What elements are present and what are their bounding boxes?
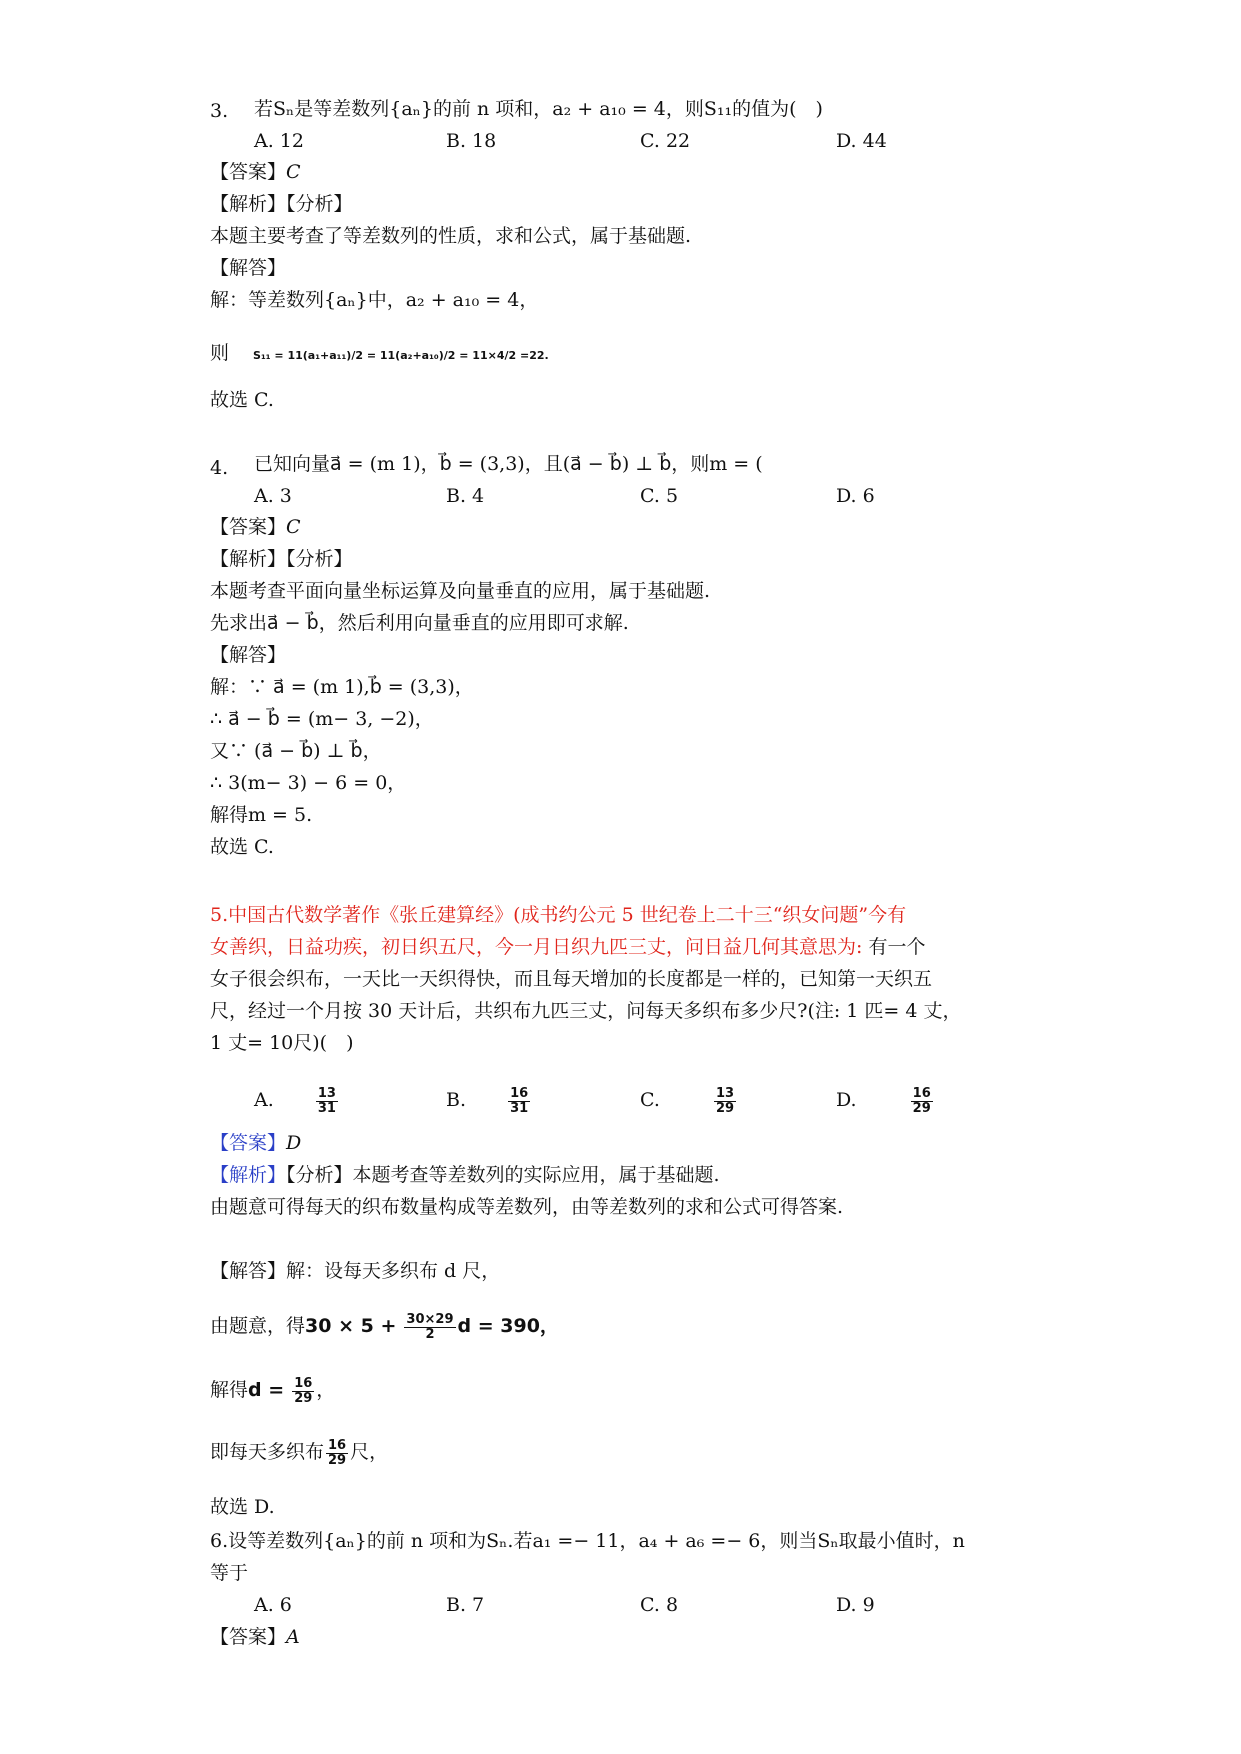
q3-solution-line-3: 故选 C. [210,389,274,411]
q4-solution-line-1: 解：∵ a⃗ = (m 1),b⃗ = (3,3)， [210,676,474,698]
q3-analysis: 本题主要考查了等差数列的性质，求和公式，属于基础题. [210,225,692,247]
q4-solution-label: 【解答】 [210,644,287,666]
q6-answer: 【答案】A [210,1626,300,1648]
q5-stem-line-5: 1 丈= 10尺)( ) [210,1032,354,1054]
q4-option-d: D. 6 [836,485,875,507]
q4-analysis-line-1: 本题考查平面向量坐标运算及向量垂直的应用，属于基础题. [210,580,711,602]
q6-stem-line-2: 等于 [210,1562,249,1584]
q3-option-d: D. 44 [836,130,887,152]
q4-solution-line-5: 解得m = 5. [210,804,313,826]
q3-answer: 【答案】C [210,161,301,183]
q6-stem-line-1: 6.设等差数列{aₙ}的前 n 项和为Sₙ.若a₁ =− 11，a₄ + a₆ =− 6，则当Sₙ取最小值时，n [210,1530,965,1552]
q6-option-d: D. 9 [836,1594,875,1616]
q4-analysis-line-2: 先求出a⃗ − b⃗，然后利用向量垂直的应用即可求解. [210,612,629,634]
q5-option-c: C. $\frac{13}{29}$ [640,1085,735,1116]
q5-option-b: B. $\frac{16}{31}$ [446,1085,529,1116]
q4-solution-line-2: ∴ a⃗ − b⃗ = (m− 3, −2)， [210,708,434,730]
q4-analysis-label: 【解析】【分析】 [210,548,353,570]
q5-answer: 【答案】D [210,1132,302,1154]
q3-option-a: A. 12 [254,130,304,152]
q6-option-a: A. 6 [254,1594,292,1616]
q6-option-c: C. 8 [640,1594,679,1616]
q4-solution-line-6: 故选 C. [210,836,274,858]
q5-solution-line-5: 故选 D. [210,1496,275,1518]
q4-stem: 已知向量a⃗ = (m 1)，b⃗ = (3,3)，且(a⃗ − b⃗) ⊥ b⃗，则m = ( [254,453,763,475]
q3-solution-line-1: 解：等差数列{aₙ}中，a₂ + a₁₀ = 4， [210,289,539,311]
q5-analysis: 【解析】【分析】本题考查等差数列的实际应用，属于基础题. [210,1164,720,1186]
q3-solution-label: 【解答】 [210,257,287,279]
q5-stem-line-1: 5.中国古代数学著作《张丘建算经》(成书约公元 5 世纪卷上二十三“织女问题”今有 [210,904,907,926]
q3-number: 3. [210,100,229,122]
q3-option-b: B. 18 [446,130,497,152]
q5-stem-line-3: 女子很会织布，一天比一天织得快，而且每天增加的长度都是一样的，已知第一天织五 [210,968,933,990]
q4-option-b: B. 4 [446,485,485,507]
q5-solution-line-4: 即每天多织布 $\frac{16}{29}$ 尺， [210,1437,389,1468]
q5-stem-line-2: 女善织，日益功疾，初日织五尺，今一月日织九匹三丈，问日益几何其意思为: 有一个 [210,936,926,958]
q5-option-d: D. $\frac{16}{29}$ [836,1085,931,1116]
q5-solution-line-2: 由题意，得30 × 5 + $\frac{30\times 29}{2}$ d = 390， [210,1311,559,1342]
q6-option-b: B. 7 [446,1594,485,1616]
q4-option-c: C. 5 [640,485,679,507]
q5-analysis-line-2: 由题意可得每天的织布数量构成等差数列，由等差数列的求和公式可得答案. [210,1196,844,1218]
q3-stem: 若Sₙ是等差数列{aₙ}的前 n 项和，a₂ + a₁₀ = 4，则S₁₁的值为( ) [254,98,823,120]
q3-analysis-label: 【解析】【分析】 [210,193,353,215]
q4-solution-line-3: 又∵ (a⃗ − b⃗) ⊥ b⃗， [210,740,382,762]
q4-solution-line-4: ∴ 3(m− 3) − 6 = 0， [210,772,407,794]
q3-solution-line-2: 则 S₁₁ = 11(a₁+a₁₁)/2 = 11(a₂+a₁₀)/2 = 11×4/2 =22. [210,342,549,364]
q5-solution-line-3: 解得d = $\frac{16}{29}$ ， [210,1375,336,1406]
q5-stem-line-4: 尺，经过一个月按 30 天计后，共织布九匹三丈，问每天多织布多少尺?(注: 1 匹= 4 丈， [210,1000,962,1022]
q4-option-a: A. 3 [254,485,292,507]
q4-number: 4. [210,457,229,479]
q3-option-c: C. 22 [640,130,691,152]
q4-answer: 【答案】C [210,516,301,538]
q5-solution-line-1: 【解答】解：设每天多织布 d 尺， [210,1260,501,1282]
q5-option-a: A. $\frac{13}{31}$ [254,1085,336,1116]
